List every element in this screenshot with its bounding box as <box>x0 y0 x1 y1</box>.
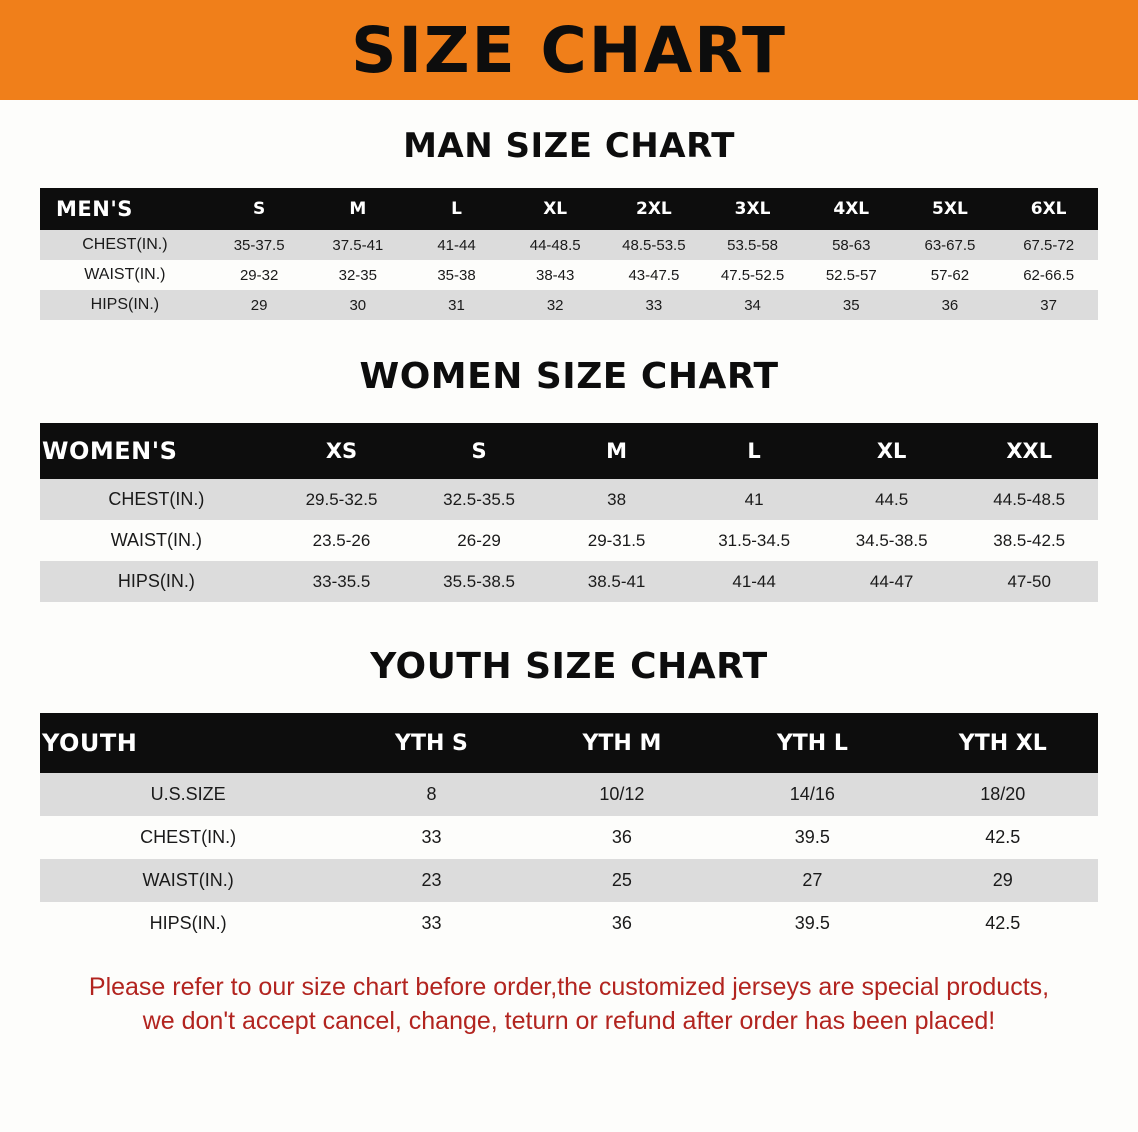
data-cell: 35 <box>802 290 901 320</box>
row-label: HIPS(IN.) <box>40 902 336 945</box>
data-cell: 47-50 <box>960 561 1098 602</box>
data-cell: 32 <box>506 290 605 320</box>
row-label: WAIST(IN.) <box>40 859 336 902</box>
table-row <box>40 859 1098 902</box>
women-header-cell: L <box>685 423 823 479</box>
data-cell: 18/20 <box>908 773 1098 816</box>
women-header-cell: XXL <box>960 423 1098 479</box>
data-cell: 23 <box>336 859 526 902</box>
table-header-row <box>40 713 1098 773</box>
data-cell: 38.5-41 <box>548 561 686 602</box>
man-section-title: MAN SIZE CHART <box>403 126 735 166</box>
man-header-cell: 5XL <box>901 188 1000 230</box>
data-cell: 27 <box>717 859 907 902</box>
table-row <box>40 260 1098 290</box>
youth-size-table <box>40 713 1098 945</box>
data-cell: 30 <box>308 290 407 320</box>
data-cell: 29 <box>908 859 1098 902</box>
table-row <box>40 479 1098 520</box>
data-cell: 42.5 <box>908 816 1098 859</box>
data-cell: 29-31.5 <box>548 520 686 561</box>
youth-table-wrap <box>40 713 1098 945</box>
data-cell: 41-44 <box>685 561 823 602</box>
data-cell: 33 <box>605 290 704 320</box>
data-cell: 44.5 <box>823 479 961 520</box>
youth-header-cell: YTH L <box>717 713 907 773</box>
data-cell: 41 <box>685 479 823 520</box>
data-cell: 35-38 <box>407 260 506 290</box>
row-label: WAIST(IN.) <box>40 520 273 561</box>
data-cell: 39.5 <box>717 902 907 945</box>
women-section-title: WOMEN SIZE CHART <box>359 356 779 397</box>
data-cell: 48.5-53.5 <box>605 230 704 260</box>
data-cell: 44-48.5 <box>506 230 605 260</box>
women-table-wrap <box>40 423 1098 602</box>
man-header-cell: MEN'S <box>40 188 210 230</box>
data-cell: 57-62 <box>901 260 1000 290</box>
row-label: CHEST(IN.) <box>40 230 210 260</box>
youth-table-head <box>40 713 1098 773</box>
data-cell: 43-47.5 <box>605 260 704 290</box>
women-header-cell: M <box>548 423 686 479</box>
data-cell: 25 <box>527 859 717 902</box>
header-banner <box>0 0 1138 100</box>
man-table-body <box>40 230 1098 320</box>
row-label: HIPS(IN.) <box>40 561 273 602</box>
data-cell: 29.5-32.5 <box>273 479 411 520</box>
data-cell: 33 <box>336 816 526 859</box>
youth-header-cell: YOUTH <box>40 713 336 773</box>
man-header-cell: S <box>210 188 309 230</box>
women-header-cell: XL <box>823 423 961 479</box>
data-cell: 35-37.5 <box>210 230 309 260</box>
data-cell: 32-35 <box>308 260 407 290</box>
row-label: WAIST(IN.) <box>40 260 210 290</box>
table-header-row <box>40 188 1098 230</box>
data-cell: 34 <box>703 290 802 320</box>
row-label: CHEST(IN.) <box>40 816 336 859</box>
women-table-head <box>40 423 1098 479</box>
data-cell: 67.5-72 <box>999 230 1098 260</box>
man-header-cell: L <box>407 188 506 230</box>
man-header-cell: 6XL <box>999 188 1098 230</box>
youth-header-cell: YTH M <box>527 713 717 773</box>
data-cell: 39.5 <box>717 816 907 859</box>
data-cell: 31.5-34.5 <box>685 520 823 561</box>
data-cell: 52.5-57 <box>802 260 901 290</box>
data-cell: 44.5-48.5 <box>960 479 1098 520</box>
data-cell: 33-35.5 <box>273 561 411 602</box>
data-cell: 36 <box>901 290 1000 320</box>
women-table-body <box>40 479 1098 602</box>
data-cell: 38 <box>548 479 686 520</box>
data-cell: 10/12 <box>527 773 717 816</box>
data-cell: 63-67.5 <box>901 230 1000 260</box>
data-cell: 37.5-41 <box>308 230 407 260</box>
data-cell: 29-32 <box>210 260 309 290</box>
disclaimer-line-2: we don't accept cancel, change, teturn or refund after order has been placed! <box>142 1006 996 1035</box>
data-cell: 29 <box>210 290 309 320</box>
table-row <box>40 230 1098 260</box>
data-cell: 34.5-38.5 <box>823 520 961 561</box>
table-row <box>40 816 1098 859</box>
data-cell: 33 <box>336 902 526 945</box>
women-size-table <box>40 423 1098 602</box>
youth-table-body <box>40 773 1098 945</box>
man-header-cell: 2XL <box>605 188 704 230</box>
table-row <box>40 561 1098 602</box>
data-cell: 58-63 <box>802 230 901 260</box>
row-label: HIPS(IN.) <box>40 290 210 320</box>
data-cell: 35.5-38.5 <box>410 561 548 602</box>
table-row <box>40 520 1098 561</box>
women-header-cell: WOMEN'S <box>40 423 273 479</box>
women-header-cell: S <box>410 423 548 479</box>
man-table-wrap <box>40 188 1098 320</box>
youth-header-cell: YTH S <box>336 713 526 773</box>
data-cell: 44-47 <box>823 561 961 602</box>
data-cell: 14/16 <box>717 773 907 816</box>
row-label: CHEST(IN.) <box>40 479 273 520</box>
man-table-head <box>40 188 1098 230</box>
man-header-cell: 3XL <box>703 188 802 230</box>
data-cell: 53.5-58 <box>703 230 802 260</box>
table-header-row <box>40 423 1098 479</box>
data-cell: 62-66.5 <box>999 260 1098 290</box>
man-size-table <box>40 188 1098 320</box>
data-cell: 37 <box>999 290 1098 320</box>
table-row <box>40 902 1098 945</box>
data-cell: 36 <box>527 816 717 859</box>
man-header-cell: XL <box>506 188 605 230</box>
data-cell: 41-44 <box>407 230 506 260</box>
disclaimer-line-1: Please refer to our size chart before order,the customized jerseys are special products, <box>88 973 1050 1001</box>
row-label: U.S.SIZE <box>40 773 336 816</box>
youth-section-title: YOUTH SIZE CHART <box>370 646 768 687</box>
page-title: SIZE CHART <box>351 13 787 87</box>
data-cell: 23.5-26 <box>273 520 411 561</box>
table-row <box>40 773 1098 816</box>
data-cell: 38.5-42.5 <box>960 520 1098 561</box>
data-cell: 42.5 <box>908 902 1098 945</box>
data-cell: 38-43 <box>506 260 605 290</box>
youth-header-cell: YTH XL <box>908 713 1098 773</box>
data-cell: 36 <box>527 902 717 945</box>
disclaimer-note <box>36 971 1102 1039</box>
data-cell: 32.5-35.5 <box>410 479 548 520</box>
data-cell: 8 <box>336 773 526 816</box>
data-cell: 26-29 <box>410 520 548 561</box>
table-row <box>40 290 1098 320</box>
women-header-cell: XS <box>273 423 411 479</box>
man-header-cell: M <box>308 188 407 230</box>
data-cell: 31 <box>407 290 506 320</box>
man-header-cell: 4XL <box>802 188 901 230</box>
data-cell: 47.5-52.5 <box>703 260 802 290</box>
